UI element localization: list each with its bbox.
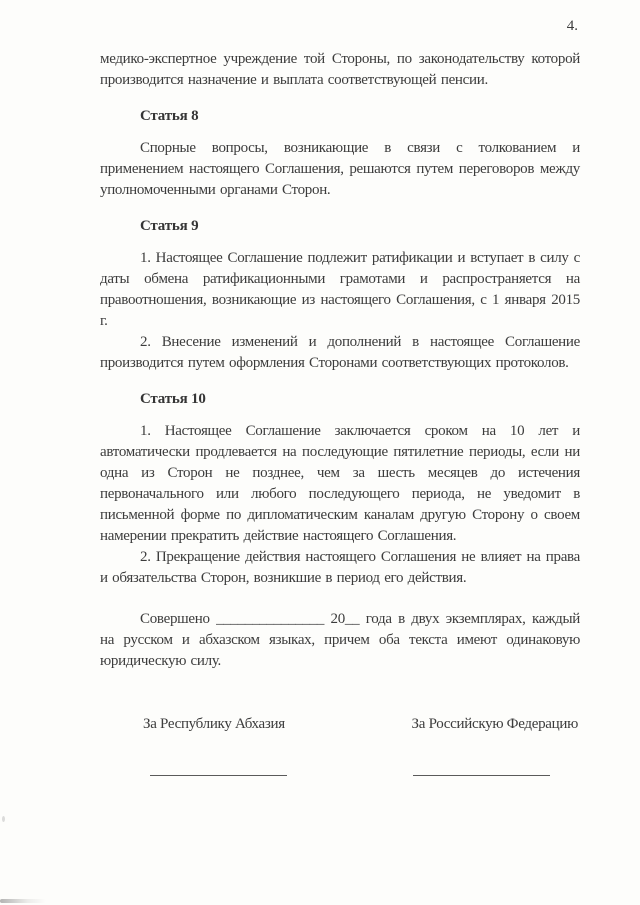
article-10-paragraph-2: 2. Прекращение действия настоящего Соглашения не влияет на права и обязательства Сторон, возникшие в период его действия.	[100, 549, 580, 586]
signature-lines	[100, 775, 580, 776]
page-number: 4.	[566, 18, 578, 34]
continuation-paragraph: медико-экспертное учреждение той Стороны, по законодательству которой производится назначение и выплата соответствующей пенсии.	[100, 51, 580, 88]
article-8-heading: Статья 8	[140, 108, 199, 124]
article-9-paragraph-2: 2. Внесение изменений и дополнений в настоящее Соглашение производится путем оформления Сторонами соответствующих протоколов.	[100, 334, 580, 371]
article-10-heading: Статья 10	[140, 391, 206, 407]
signature-label-abkhazia: За Республику Абхазия	[143, 716, 285, 732]
signature-line-abkhazia	[150, 775, 287, 776]
signature-label-russia: За Российскую Федерацию	[411, 716, 578, 732]
article-10-paragraph-1: 1. Настоящее Соглашение заключается сроком на 10 лет и автоматически продлевается на последующие пятилетние периоды, если ни одна из Сторон не позднее, чем за шесть месяцев до истечения первоначального или любого последующего периода, не уведомит в письменной форме по дипломатическим каналам другую Сторону о своем намерении прекратить действие настоящего Соглашения.	[100, 423, 580, 544]
closing-paragraph: Совершено _______________ 20__ года в двух экземплярах, каждый на русском и абхазском языках, причем оба текста имеют одинаковую юридическую силу.	[100, 611, 580, 669]
article-8-paragraph-1: Спорные вопросы, возникающие в связи с толкованием и применением настоящего Соглашения, решаются путем переговоров между уполномоченными органами Сторон.	[100, 140, 580, 198]
scan-smudge-artifact	[0, 899, 46, 903]
signature-block	[100, 714, 580, 735]
article-9-heading: Статья 9	[140, 218, 199, 234]
scan-edge-artifact	[2, 816, 5, 822]
signature-line-russia	[413, 775, 550, 776]
article-9-paragraph-1: 1. Настоящее Соглашение подлежит ратификации и вступает в силу с даты обмена ратификационными грамотами и распространяется на правоотношения, возникающие из настоящего Соглашения, с 1 января 2015 г.	[100, 250, 580, 329]
